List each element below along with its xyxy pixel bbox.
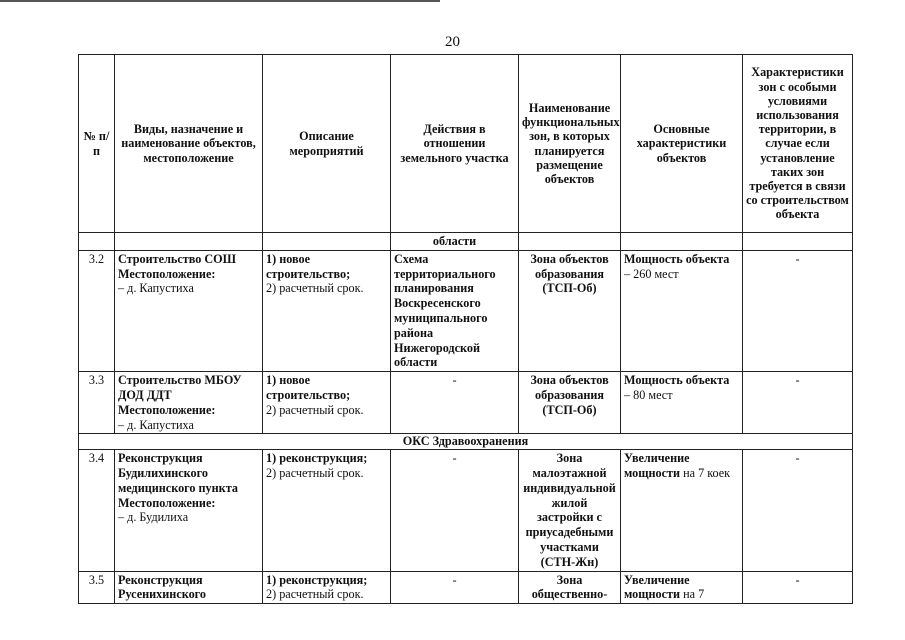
header-row <box>79 55 853 233</box>
characteristics-cell <box>621 571 743 604</box>
header-actions: Действия в отношении земельного участка <box>391 55 519 233</box>
characteristics-cell <box>621 250 743 371</box>
header-special: Характеристики зон с особыми условиями использования территории, в случае если установление таких зон требуется в связи со строительством объекта <box>743 55 853 233</box>
section-title: ОКС Здравоохранения <box>79 434 853 450</box>
header-description: Описание мероприятий <box>263 55 391 233</box>
zone-cell: Зона объектов образования (ТСП-Об) <box>519 372 621 434</box>
description-cell <box>263 450 391 571</box>
object-title: Реконструкция Русенихинского <box>118 572 207 602</box>
characteristics-label: Увеличение мощности <box>624 451 690 480</box>
table-row <box>79 450 853 571</box>
location-label: Местоположение: <box>118 495 216 510</box>
action-cell: - <box>391 571 519 604</box>
objects-table <box>78 54 853 604</box>
object-cell <box>115 372 263 434</box>
object-title: Строительство СОШ <box>118 251 237 266</box>
header-types: Виды, назначение и наименование объектов, местоположение <box>115 55 263 233</box>
description-line-1: 1) реконструкция; <box>266 572 368 587</box>
special-cell: - <box>743 450 853 571</box>
continuation-row <box>79 233 853 251</box>
object-title: Строительство МБОУ ДОД ДДТ <box>118 373 242 402</box>
row-number: 3.4 <box>79 450 115 571</box>
object-cell <box>115 250 263 371</box>
row-number: 3.5 <box>79 571 115 604</box>
characteristics-value: на 7 <box>683 587 705 602</box>
characteristics-cell <box>621 450 743 571</box>
description-line-1: 1) новое строительство; <box>266 251 351 281</box>
table-row <box>79 250 853 371</box>
object-cell <box>115 450 263 571</box>
description-line-1: 1) реконструкция; <box>266 451 368 466</box>
header-num: № п/п <box>79 55 115 233</box>
section-row <box>79 434 853 450</box>
header-zone: Наименование функциональных зон, в которых планируется размещение объектов <box>519 55 621 233</box>
top-border-line <box>0 0 440 2</box>
characteristics-value: на 7 коек <box>683 465 731 480</box>
action-cell: Схема территориального планирования Воскресенского муниципального района Нижегородской области <box>391 250 519 371</box>
description-line-2: 2) расчетный срок. <box>266 402 364 417</box>
description-line-2: 2) расчетный срок. <box>266 587 364 602</box>
action-cell: - <box>391 372 519 434</box>
row-number: 3.2 <box>79 250 115 371</box>
table-row <box>79 571 853 604</box>
page-number: 20 <box>445 34 460 50</box>
object-cell <box>115 571 263 604</box>
description-line-1: 1) новое строительство; <box>266 373 351 402</box>
characteristics-value: – 260 мест <box>624 266 679 281</box>
zone-cell: Зона общественно- <box>519 571 621 604</box>
special-cell: - <box>743 372 853 434</box>
characteristics-label: Увеличение мощности <box>624 572 690 602</box>
description-line-2: 2) расчетный срок. <box>266 465 364 480</box>
special-cell: - <box>743 250 853 371</box>
location-value: – д. Капустиха <box>118 417 194 432</box>
zone-cell: Зона малоэтажной индивидуальной жилой застройки с приусадебными участками (СТН-Жн) <box>519 450 621 571</box>
location-value: – д. Будилиха <box>118 510 189 525</box>
location-label: Местоположение: <box>118 402 216 417</box>
row-number: 3.3 <box>79 372 115 434</box>
special-cell: - <box>743 571 853 604</box>
description-cell <box>263 372 391 434</box>
characteristics-cell <box>621 372 743 434</box>
continuation-text: области <box>391 233 519 251</box>
description-line-2: 2) расчетный срок. <box>266 281 364 296</box>
characteristics-label: Мощность объекта <box>624 373 730 388</box>
characteristics-value: – 80 мест <box>624 387 673 402</box>
action-cell: - <box>391 450 519 571</box>
header-characteristics: Основные характеристики объектов <box>621 55 743 233</box>
location-label: Местоположение: <box>118 266 216 281</box>
zone-cell: Зона объектов образования (ТСП-Об) <box>519 250 621 371</box>
description-cell <box>263 250 391 371</box>
table-row <box>79 372 853 434</box>
description-cell <box>263 571 391 604</box>
location-value: – д. Капустиха <box>118 281 194 296</box>
object-title: Реконструкция Будилихинского медицинского пункта <box>118 451 238 495</box>
characteristics-label: Мощность объекта <box>624 251 730 266</box>
